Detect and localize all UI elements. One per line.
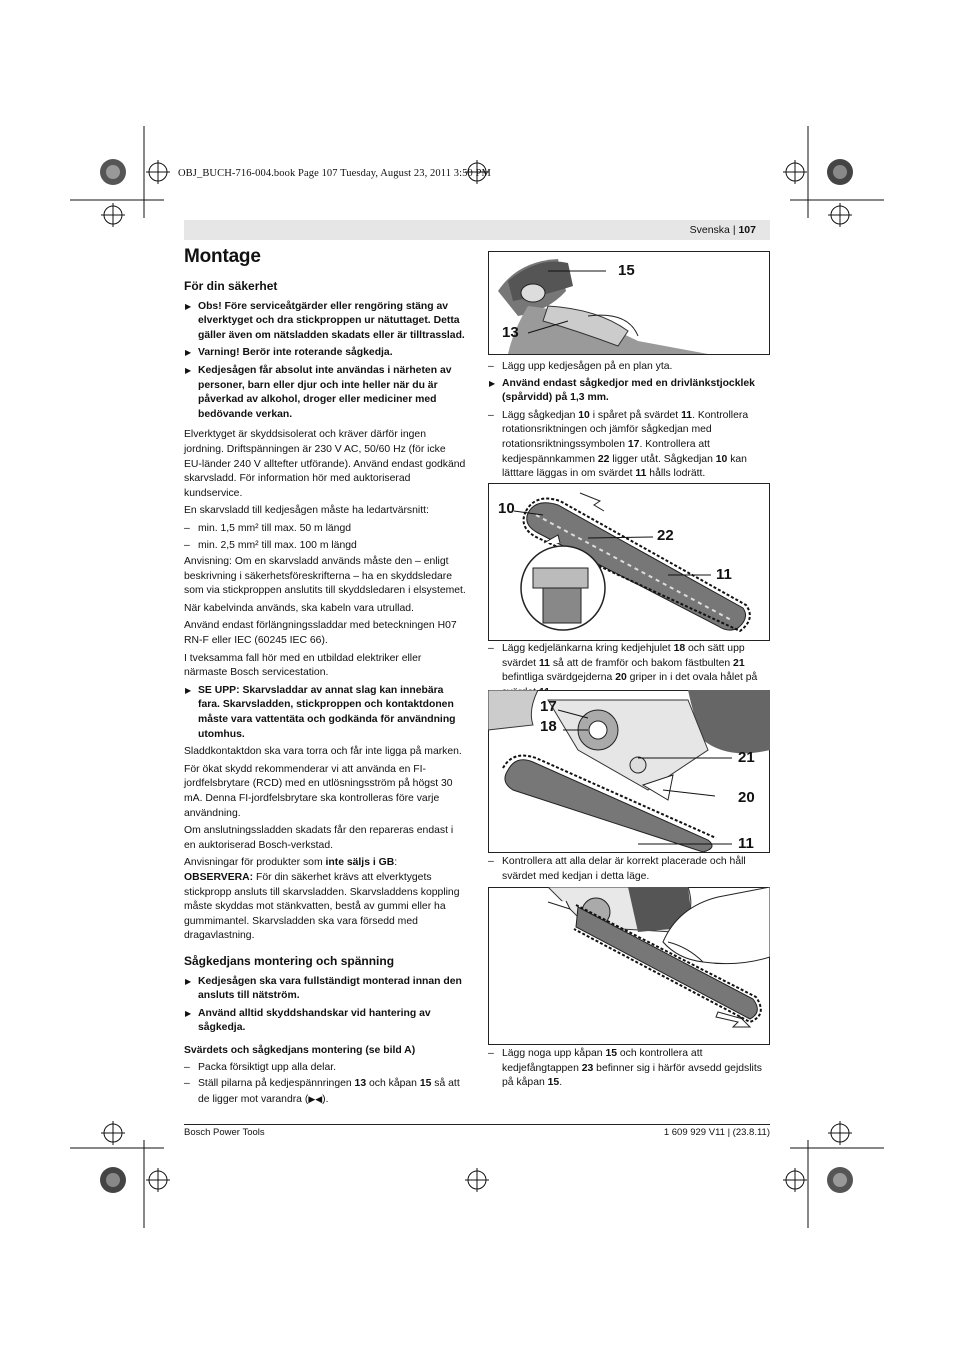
reference-number: 11: [538, 657, 550, 669]
reference-number: 10: [715, 453, 728, 465]
figure-label: 11: [738, 835, 754, 852]
text-run: Lägg kedjelänkarna kring kedjehjulet: [502, 643, 674, 654]
left-column: [184, 279, 466, 1109]
header-bar: [184, 220, 770, 240]
text-run: . Kontrollera rotationsriktningen och jämför sågkedjan med rotationsriktningssymbolen: [502, 409, 749, 450]
warning-item: ▶ Använd alltid skyddshandskar vid hantering av sågkedja.: [184, 1007, 466, 1036]
warning-item: ▶ Använd endast sågkedjor med en drivlänkstjocklek (spårvidd) på 1,3 mm.: [488, 377, 770, 406]
warning-item: ▶ Varning! Berör inte roterande sågkedja.: [184, 346, 466, 361]
dash-item: – Lägg upp kedjesågen på en plan yta.: [488, 360, 770, 375]
running-header: Svenska | 107: [689, 224, 756, 236]
paragraph: Använd endast förlängningssladdar med beteckningen H07 RN-F eller IEC (60245 IEC 66).: [184, 620, 457, 647]
section-heading-safety: För din säkerhet: [184, 279, 278, 293]
figure-label: 11: [716, 566, 732, 583]
right-column-steps: [488, 360, 770, 484]
text-run: hålls lodrätt.: [646, 468, 706, 480]
dash-item: – Ställ pilarna på kedjespännringen 13 och kåpan 15 så att de ligger mot varandra (▶◀).: [184, 1077, 466, 1107]
reference-number: 17: [627, 438, 640, 450]
reference-number: 10: [578, 409, 590, 421]
right-column-steps: [488, 855, 770, 886]
dash-item: [488, 1047, 770, 1091]
figure-label: 10: [498, 500, 515, 517]
figure-sprocket-mounting: [488, 690, 770, 853]
paragraph: Anvisning: Om en skarvsladd används måste den – enligt beskrivning i säkerhetsföreskrifterna – ha en skyddsledare som via stickproppen anslutits till skyddsledaren i elsystemet.: [184, 556, 466, 597]
reference-number: 11: [681, 409, 693, 421]
paragraph: I tveksamma fall hör med en utbildad elektriker eller närmaste Bosch servicestation.: [184, 652, 422, 679]
text-run: befintliga svärdgejderna: [502, 672, 616, 684]
dash-item: – min. 1,5 mm² till max. 50 m längd: [184, 522, 466, 537]
figure-label: 18: [540, 718, 557, 735]
text-run: så att de framför och bakom fästbulten: [549, 657, 734, 669]
dash-item: – Packa försiktigt upp alla delar.: [184, 1061, 466, 1076]
reference-number: 15: [547, 1077, 560, 1089]
figure-chain-on-bar: [488, 483, 770, 641]
section-heading-chain: Sågkedjans montering och spänning: [184, 953, 395, 968]
text-run: Lägg sågkedjan: [502, 409, 579, 421]
footer-brand: Bosch Power Tools: [184, 1127, 265, 1138]
paragraph: För ökat skydd rekommenderar vi att använda en FI-jordfelsbrytare (RCD) med en utlösningsström på högst 30 mA. Denna FI-jordfelsbrytare ska kontrolleras före varje användning.: [184, 763, 453, 819]
text-run: kan lätttare läggas in om svärdet: [502, 453, 747, 480]
right-column-steps: [488, 1047, 770, 1093]
print-slug: OBJ_BUCH-716-004.book Page 107 Tuesday, August 23, 2011 3:50 PM: [178, 168, 491, 179]
figure-hand-holding-bar: [488, 887, 770, 1045]
text-run: ligger utåt. Sågkedjan: [609, 453, 716, 465]
reference-number: 23: [581, 1062, 594, 1074]
header-language: Svenska: [689, 224, 730, 236]
reference-number: 15: [605, 1048, 617, 1059]
dash-item: [488, 409, 770, 482]
subheading: Svärdets och sågkedjans montering (se bild A): [184, 1044, 416, 1056]
figure-label: 22: [657, 527, 674, 544]
text-run: och sätt upp svärdet: [502, 643, 745, 669]
reference-number: 21: [733, 657, 745, 669]
footer-rule: [184, 1124, 770, 1125]
figure-label: 15: [618, 262, 635, 279]
dash-item: – Kontrollera att alla delar är korrekt placerade och håll svärdet med kedjan i detta läge.: [488, 855, 770, 884]
text-run: befinner sig i härför avsedd gejdslits på kåpan: [502, 1062, 762, 1089]
dash-item: – min. 2,5 mm² till max. 100 m längd: [184, 539, 466, 554]
paragraph: Sladdkontaktdon ska vara torra och får inte ligga på marken.: [184, 746, 462, 758]
text-run: .: [559, 1077, 563, 1089]
figure-label: 20: [738, 789, 755, 806]
warning-item: ▶ Obs! Före serviceåtgärder eller rengöring stäng av elverktyget och dra stickproppen ur nätuttaget. Detta gäller även om nätsladden skadats eller är tilltrasslad.: [184, 300, 466, 344]
text-run: griper in i det ovala hålet på: [629, 672, 758, 684]
text-run: och kontrollera att kedjefångtappen: [502, 1048, 703, 1074]
text-run: . Kontrollera att kedjespännkammen: [502, 438, 710, 465]
reference-number: 11: [635, 468, 647, 480]
figure-label: 17: [540, 698, 557, 715]
paragraph: Om anslutningssladden skadats får den repareras endast i en auktoriserad Bosch-verkstad.: [184, 825, 454, 851]
page-title: Montage: [184, 246, 261, 267]
page-number: 107: [738, 224, 756, 236]
paragraph: Anvisningar för produkter som inte säljs i GB:: [184, 857, 398, 869]
figure-label: 13: [502, 324, 519, 341]
paragraph: OBSERVERA: För din säkerhet krävs att elverktygets stickpropp ansluts till skarvsladden. Skarvsladdens koppling måste skyddas mot stänkvatten, bestå av gummi eller ha gummimantel. Skarvsladden ska vara försedd med dragavlastning.: [184, 871, 460, 942]
paragraph: Elverktyget är skyddsisolerat och kräver därför ingen jordning. Driftspänningen är 230 V AC, 50/60 Hz (för icke EU-länder 240 V alltefter utförande). Använd endast godkänd skarvsladd. För information hör med auktoriserad kundservice.: [184, 429, 466, 499]
text-run: i spåret på svärdet: [589, 409, 682, 421]
arrows-aligned-icon: ▶◀: [308, 1093, 323, 1104]
warning-item: ▶ Kedjesågen får absolut inte användas i närheten av personer, barn eller djur och inte heller när du är påverkad av alkohol, droger eller mediciner med bedövande verkan.: [184, 364, 466, 422]
figure-label: 21: [738, 749, 755, 766]
warning-item: ▶ Kedjesågen ska vara fullständigt monterad innan den ansluts till nätström.: [184, 975, 466, 1004]
reference-number: 18: [673, 643, 686, 654]
footer-docnumber: 1 609 929 V11 | (23.8.11): [663, 1127, 770, 1138]
paragraph: När kabelvinda används, ska kabeln vara utrullad.: [184, 602, 414, 614]
warning-item: ▶ SE UPP: Skarvsladdar av annat slag kan innebära fara. Skarvsladden, stickproppen och kontaktdonen måste vara vattentäta och godkända för användning utomhus.: [184, 684, 466, 742]
reference-number: 22: [597, 453, 610, 465]
text-run: Lägg noga upp kåpan: [502, 1048, 606, 1059]
paragraph: En skarvsladd till kedjesågen måste ha ledartvärsnitt:: [184, 505, 429, 517]
reference-number: 20: [615, 672, 627, 684]
